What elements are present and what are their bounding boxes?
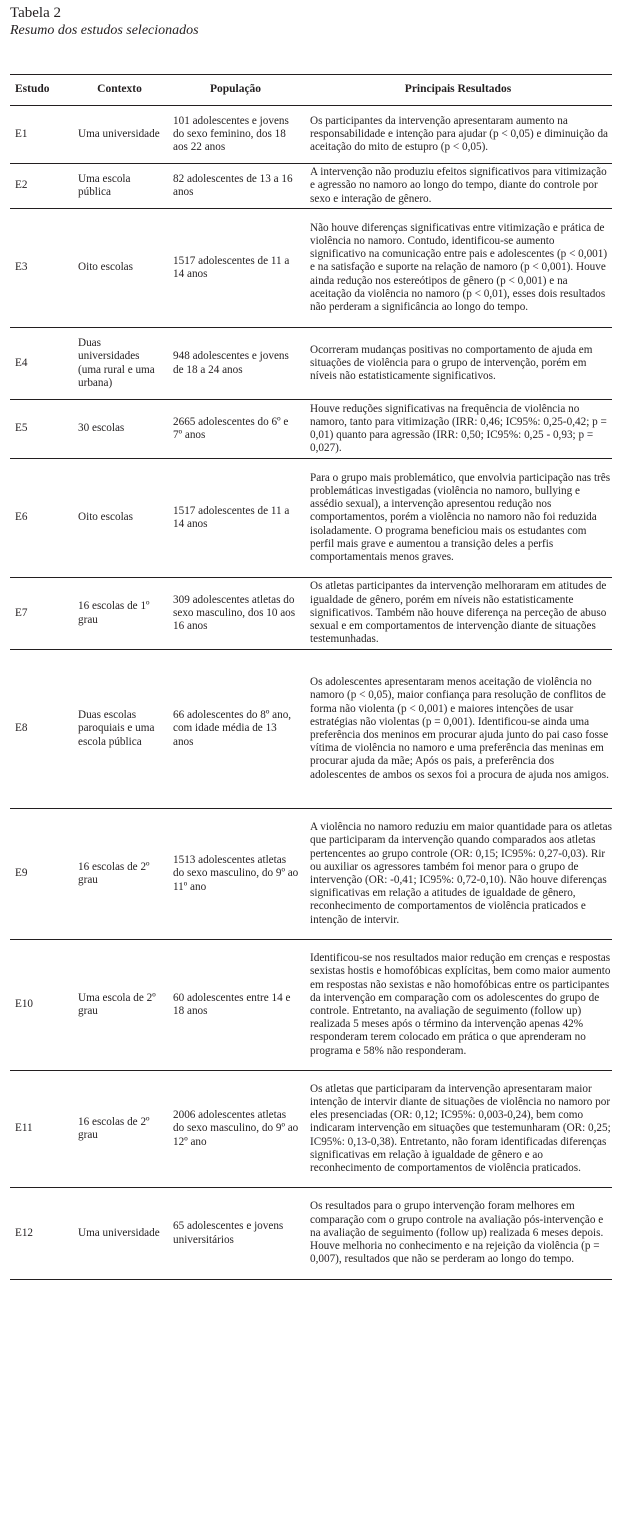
results-cell: Os adolescentes apresentaram menos aceitação de violência no namoro (p < 0,05), maior confiança para resolução de conflitos de forma não violenta (p < 0,001) e maiores intenções de usar estratégias não violentas (p = 0,001). Identificou-se ainda uma preferência dos meninos em procurar ajuda junto do pai caso fosse vítima de violência no namoro e uma preferência das meninas em procurar ajuda da mãe; Após os pais, a preferência dos adolescentes de ambos os sexos foi a procura de ajuda nos amigos.	[304, 650, 612, 809]
results-cell: Houve reduções significativas na frequência de violência no namoro, tanto para vitimização (IRR: 0,46; IC95%: 0,25-0,42; p = 0,01) quanto para agressão (IRR: 0,50; IC95%: 0,25 - 0,93; p = 0,027).	[304, 400, 612, 459]
study-cell: E11	[10, 1071, 72, 1188]
study-cell: E2	[10, 164, 72, 209]
header-context: Contexto	[72, 75, 167, 106]
results-cell: Os atletas participantes da intervenção melhoraram em atitudes de igualdade de gênero, porém em níveis não estatisticamente significativos. Também não houve diferença na perceção de abuso sexual e em comportamentos de intervenção diante de situações testemunhadas.	[304, 578, 612, 650]
study-cell: E10	[10, 940, 72, 1071]
population-cell: 60 adolescentes entre 14 e 18 anos	[167, 940, 304, 1071]
table-row	[10, 650, 612, 809]
table-row	[10, 328, 612, 400]
table-row	[10, 1188, 612, 1280]
table-title: Resumo dos estudos selecionados	[10, 23, 199, 38]
population-cell: 65 adolescentes e jovens universitários	[167, 1188, 304, 1280]
study-cell: E12	[10, 1188, 72, 1280]
study-cell: E5	[10, 400, 72, 459]
population-cell: 309 adolescentes atletas do sexo masculino, dos 10 aos 16 anos	[167, 578, 304, 650]
context-cell: 16 escolas de 2º grau	[72, 1071, 167, 1188]
table-row	[10, 164, 612, 209]
table-row	[10, 1071, 612, 1188]
results-cell: A intervenção não produziu efeitos significativos para vitimização e agressão no namoro ao longo do tempo, diante do controle por sexo e interação de gênero.	[304, 164, 612, 209]
results-cell: Os participantes da intervenção apresentaram aumento na responsabilidade e intenção para ajudar (p < 0,05) e diminuição da aceitação do mito de estupro (p < 0,05).	[304, 106, 612, 164]
context-cell: 16 escolas de 1º grau	[72, 578, 167, 650]
table-caption	[0, 0, 619, 40]
table-row	[10, 106, 612, 164]
table-row	[10, 578, 612, 650]
context-cell: Oito escolas	[72, 459, 167, 578]
context-cell: Uma escola de 2º grau	[72, 940, 167, 1071]
table-row	[10, 940, 612, 1071]
study-cell: E7	[10, 578, 72, 650]
context-cell: 30 escolas	[72, 400, 167, 459]
population-cell: 2006 adolescentes atletas do sexo masculino, do 9º ao 12º ano	[167, 1071, 304, 1188]
table-header-row	[10, 75, 612, 106]
context-cell: Oito escolas	[72, 209, 167, 328]
context-cell: Uma escola pública	[72, 164, 167, 209]
population-cell: 948 adolescentes e jovens de 18 a 24 anos	[167, 328, 304, 400]
population-cell: 1513 adolescentes atletas do sexo masculino, do 9º ao 11º ano	[167, 809, 304, 940]
population-cell: 101 adolescentes e jovens do sexo feminino, dos 18 aos 22 anos	[167, 106, 304, 164]
table-row	[10, 459, 612, 578]
table-number: Tabela 2	[10, 5, 62, 21]
results-cell: A violência no namoro reduziu em maior quantidade para os atletas que participaram da intervenção quando comparados aos atletas pertencentes ao grupo controle (OR: 0,15; IC95%: 0,27-0,03). Rir ou auxiliar os agressores também foi menor para o grupo de intervenção (OR: -0,41; IC95%: 0,72-0,10). Não houve diferenças significativas em relação a atitudes de igualdade de gênero, reconhecimento de comportamentos de violência praticados e intenção de intervir.	[304, 809, 612, 940]
population-cell: 1517 adolescentes de 11 a 14 anos	[167, 209, 304, 328]
context-cell: Duas escolas paroquiais e uma escola pública	[72, 650, 167, 809]
study-cell: E1	[10, 106, 72, 164]
results-cell: Para o grupo mais problemático, que envolvia participação nas três problemáticas investigadas (violência no namoro, bullying e assédio sexual), a intervenção apresentou redução nos comportamentos, porém a violência no namoro não foi reduzida isoladamente. O programa beneficiou mais os estudantes com perfil mais grave e aumentou a transição deles a perfis comportamentais menos graves.	[304, 459, 612, 578]
header-population: População	[167, 75, 304, 106]
population-cell: 2665 adolescentes do 6º e 7º anos	[167, 400, 304, 459]
header-study: Estudo	[10, 75, 72, 106]
context-cell: Uma universidade	[72, 1188, 167, 1280]
population-cell: 82 adolescentes de 13 a 16 anos	[167, 164, 304, 209]
results-cell: Ocorreram mudanças positivas no comportamento de ajuda em situações de violência para o grupo de intervenção, porém em níveis não estatisticamente significativos.	[304, 328, 612, 400]
population-cell: 66 adolescentes do 8º ano, com idade média de 13 anos	[167, 650, 304, 809]
results-cell: Não houve diferenças significativas entre vitimização e prática de violência no namoro. Contudo, identificou-se aumento significativo na comunicação entre pais e adolescentes (p < 0,001) e na satisfação e suporte na relação de namoro (p < 0,001). Houve ainda redução nos estereótipos de gênero (p < 0,001) e na aceitação da violência no namoro (p < 0,01), esses dois resultados não perderam a significância ao longo do tempo.	[304, 209, 612, 328]
table-row	[10, 809, 612, 940]
studies-table	[10, 74, 612, 1280]
context-cell: Uma universidade	[72, 106, 167, 164]
results-cell: Os atletas que participaram da intervenção apresentaram maior intenção de intervir diante de situações de violência no namoro por eles presenciadas (OR: 0,12; IC95%: 0,003-0,24), bem como indicaram intervenção em situações que testemunharam (OR: 0,25; IC95%: 0,13-0,38). Entretanto, não foram identificadas diferenças significativas em relação à igualdade de gênero e ao reconhecimento de comportamentos de violência praticados.	[304, 1071, 612, 1188]
results-cell: Os resultados para o grupo intervenção foram melhores em comparação com o grupo controle na avaliação pós-intervenção e na avaliação de seguimento (follow up) realizada 6 meses depois. Houve melhoria no conhecimento e na rejeição da violência (p = 0,007), resultados que não se perderam ao longo do tempo.	[304, 1188, 612, 1280]
results-cell: Identificou-se nos resultados maior redução em crenças e respostas sexistas hostis e homofóbicas explícitas, bem como maior aumento em respostas não sexistas e não homofóbicas entre os participantes da intervenção em comparação com os adolescentes do grupo de controle. Entretanto, na avaliação de seguimento (follow up) realizada 5 meses após o término da intervenção apenas 42% responderam terem colocado em prática o que aprenderam no programa e 58% não responderam.	[304, 940, 612, 1071]
table-row	[10, 400, 612, 459]
header-results: Principais Resultados	[304, 75, 612, 106]
context-cell: 16 escolas de 2º grau	[72, 809, 167, 940]
study-cell: E4	[10, 328, 72, 400]
study-cell: E9	[10, 809, 72, 940]
table-row	[10, 209, 612, 328]
study-cell: E3	[10, 209, 72, 328]
study-cell: E6	[10, 459, 72, 578]
study-cell: E8	[10, 650, 72, 809]
population-cell: 1517 adolescentes de 11 a 14 anos	[167, 459, 304, 578]
context-cell: Duas universidades (uma rural e uma urbana)	[72, 328, 167, 400]
